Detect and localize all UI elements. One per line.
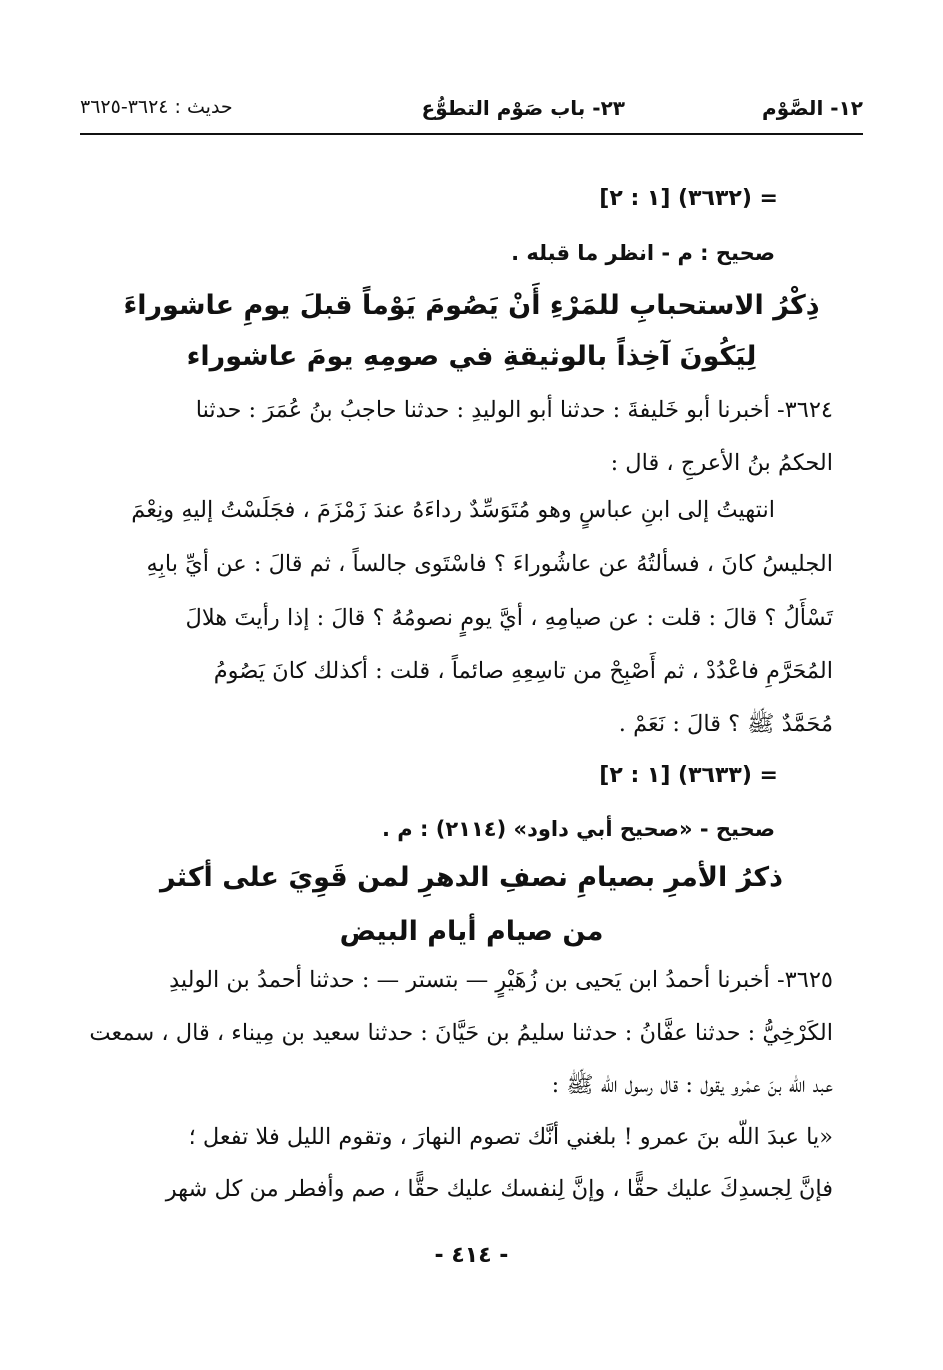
reference-line: = (٣٦٣٣) [١ : ٢] [599, 763, 778, 788]
matn-line: انتهيتُ إلى ابنِ عباسٍ وهو مُتَوَسِّدٌ رداءَهُ عندَ زَمْزَمَ ، فجَلَسْتُ إليهِ ونِعْمَ [131, 497, 775, 523]
chapter-heading: ذِكْرُ الاستحبابِ للمَرْءِ أَنْ يَصُومَ يَوْماً قبلَ يومِ عاشوراءَ [123, 290, 820, 321]
chapter-heading: لِيَكُونَ آخِذاً بالوثيقةِ في صومِهِ يومَ عاشوراء [186, 341, 757, 372]
isnad-line: الحكمُ بنُ الأعرجِ ، قال : [610, 450, 833, 476]
matn-line: فإنَّ لِجسدِكَ عليك حقًّا ، وإنَّ لِنفسك عليك حقًّا ، صم وأفطر من كل شهر [165, 1176, 833, 1202]
hadith-range: حديث : ٣٦٢٤-٣٦٢٥ [80, 96, 233, 118]
chapter-title: ١٢- الصَّوْم [762, 96, 863, 120]
chapter-heading: من صيام أيام البيض [339, 916, 604, 947]
matn-line: المُحَرَّمِ فاعْدُدْ ، ثم أَصْبِحْ من تاسِعِهِ صائماً ، قلت : أكذلك كانَ يَصُومُ [213, 658, 833, 684]
isnad-line: ٣٦٢٥- أخبرنا أحمدُ ابن يَحيى بن زُهَيْرٍ — بتستر — : حدثنا أحمدُ بن الوليدِ [169, 967, 833, 993]
running-header [80, 90, 863, 126]
reference-line: = (٣٦٣٢) [١ : ٢] [599, 186, 778, 211]
chapter-heading: ذكرُ الأمرِ بصيامِ نصفِ الدهرِ لمن قَوِيَ على أكثر [160, 862, 783, 893]
matn-line: الجليسُ كانَ ، فسألتُهُ عن عاشُوراءَ ؟ فاسْتَوى جالساً ، ثم قالَ : عن أيِّ بابِهِ [146, 551, 833, 577]
matn-line: مُحَمَّدٌ ﷺ ؟ قالَ : نَعَمْ . [618, 711, 833, 737]
matn-line: «يا عبدَ اللّه بنَ عمرو ! بلغني أنَّك تصوم النهارَ ، وتقوم الليل فلا تفعل ؛ [188, 1124, 833, 1150]
isnad-line: عبد اللّه بنَ عمْرو يقول : قال رسول اللّه ﷺ : [551, 1072, 833, 1098]
section-title: ٢٣- باب صَوْم التطوُّع [421, 96, 625, 120]
grading-line: صحيح - «صحيح أبي داود» (٢١١٤) : م . [382, 817, 775, 841]
isnad-line: ٣٦٢٤- أخبرنا أبو خَليفةَ : حدثنا أبو الوليدِ : حدثنا حاجبُ بنُ عُمَرَ : حدثنا [195, 397, 833, 423]
page-number: - ٤١٤ - [434, 1243, 509, 1268]
header-divider [80, 133, 863, 135]
isnad-line: الكَرْخِيُّ : حدثنا عفَّانُ : حدثنا سليمُ بن حَيَّانَ : حدثنا سعيد بن مِيناء ، قال ، سمعت [89, 1020, 833, 1046]
grading-line: صحيح : م - انظر ما قبله . [511, 241, 775, 265]
matn-line: تَسْأَلُ ؟ قالَ : قلت : عن صيامِهِ ، أيَّ يومٍ نصومُهُ ؟ قالَ : إذا رأيتَ هلالَ [185, 605, 833, 631]
